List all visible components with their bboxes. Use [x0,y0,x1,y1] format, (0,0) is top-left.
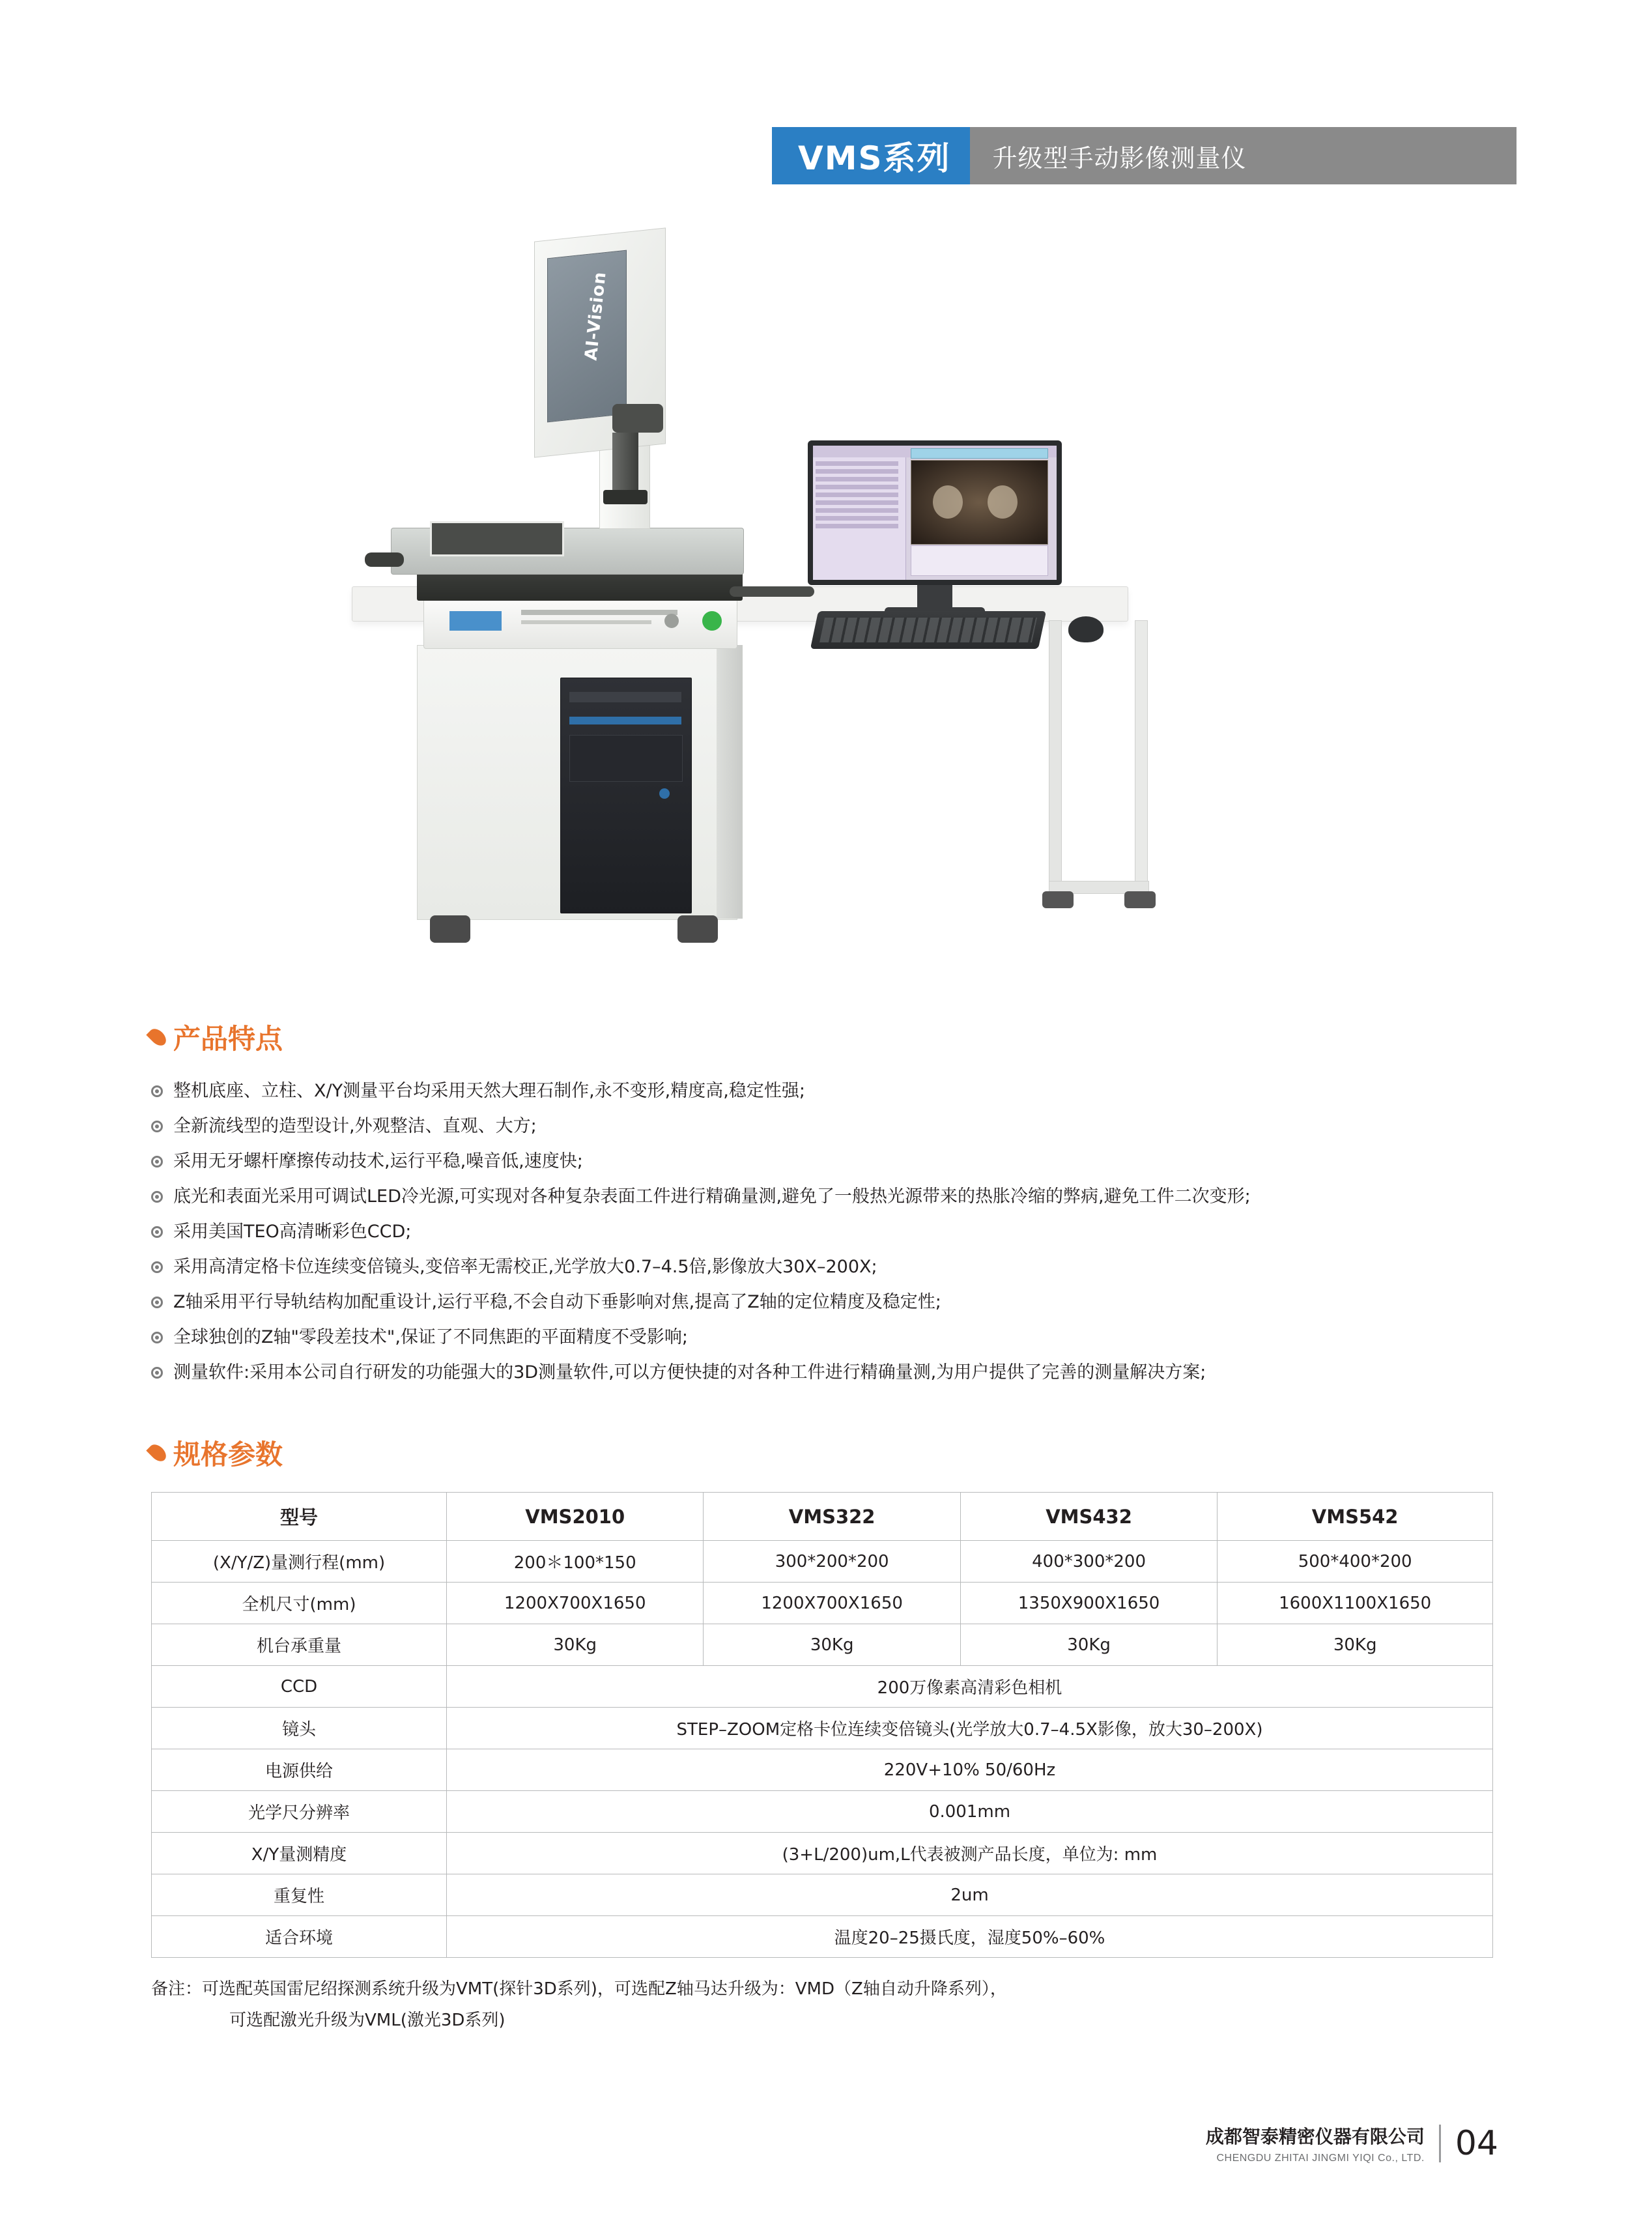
spec-heading-text: 规格参数 [173,1439,283,1470]
row-label: 全机尺寸(mm) [152,1583,447,1624]
xy-stage-handle-right [730,586,814,597]
mouse [1068,616,1104,642]
table-cell: 1600X1100X1650 [1218,1583,1493,1624]
pc-tower [560,678,692,913]
feature-text: 全球独创的Z轴"零段差技术",保证了不同焦距的平面精度不受影响; [173,1327,689,1347]
table-cell: 30Kg [1218,1624,1493,1666]
row-label: 适合环境 [152,1916,447,1958]
software-results-panel [911,545,1048,576]
column-header: VMS542 [1218,1493,1493,1541]
desk-foot-right [1124,891,1156,908]
machine-base-text-line2 [521,620,651,624]
table-cell: 1200X700X1650 [704,1583,960,1624]
row-label: X/Y量测精度 [152,1833,447,1874]
spec-note-line2: 可选配激光升级为VML(激光3D系列) [229,2011,506,2030]
column-header: VMS2010 [447,1493,704,1541]
bullet-icon [151,1332,163,1343]
machine-gray-button-icon [664,614,679,628]
row-label: 镜头 [152,1708,447,1749]
company-name-cn: 成都智泰精密仪器有限公司 [1205,2126,1425,2147]
footer-divider [1439,2125,1441,2162]
table-cell: 200万像素高清彩色相机 [447,1666,1493,1708]
features-list [151,1074,1539,1390]
bullet-icon [151,1261,163,1273]
table-row [152,1666,1493,1708]
list-item [816,508,898,513]
pc-drive-bay [569,692,681,702]
machine-cabinet-side [717,645,743,919]
header-banner [772,127,1517,184]
table-cell: 0.001mm [447,1791,1493,1833]
machine-brand-plate [449,611,502,631]
bullet-icon [151,1226,163,1238]
row-label: CCD [152,1666,447,1708]
column-header: VMS322 [704,1493,960,1541]
list-item [151,1074,1539,1109]
machine-green-button-icon [702,611,722,631]
bullet-icon [151,1085,163,1097]
table-cell: STEP–ZOOM定格卡位连续变倍镜头(光学放大0.7–4.5X影像，放大30–200X) [447,1708,1493,1749]
table-cell: 30Kg [960,1624,1217,1666]
page-footer [1206,2123,1498,2164]
droplet-icon [146,1441,169,1464]
pc-front-strip [569,717,681,724]
column-header: 型号 [152,1493,447,1541]
list-item [816,516,898,521]
bullet-icon [151,1156,163,1168]
list-item [151,1179,1539,1214]
row-label: 电源供给 [152,1749,447,1791]
series-title: VMS系列 [772,127,970,184]
machine-brand-label: AI-Vision [581,270,610,362]
series-subtitle: 升级型手动影像测量仪 [970,127,1517,184]
xy-stage-handle-left [365,552,404,567]
row-label: 机台承重量 [152,1624,447,1666]
table-cell: 220V+10% 50/60Hz [447,1749,1493,1791]
list-item [816,500,898,505]
row-label: (X/Y/Z)量测行程(mm) [152,1541,447,1583]
xy-stage-workpiece-area [430,521,564,556]
spec-heading [151,1433,1539,1472]
feature-text: 全新流线型的造型设计,外观整洁、直观、大方; [173,1116,537,1136]
list-item [151,1214,1539,1250]
monitor-stand [917,585,952,610]
list-item [151,1250,1539,1285]
desk-leg-right [1135,620,1148,902]
table-row [152,1874,1493,1916]
table-row [152,1624,1493,1666]
table-cell: 1200X700X1650 [447,1583,704,1624]
row-label: 光学尺分辨率 [152,1791,447,1833]
monitor [808,440,1062,585]
bullet-icon [151,1191,163,1203]
table-cell: 500*400*200 [1218,1541,1493,1583]
row-label: 重复性 [152,1874,447,1916]
feature-text: Z轴采用平行导轨结构加配重设计,运行平稳,不会自动下垂影响对焦,提高了Z轴的定位精度及稳定性; [173,1292,941,1312]
feature-text: 采用美国TEO高清晰彩色CCD; [173,1222,412,1242]
table-row [152,1583,1493,1624]
list-item [151,1285,1539,1320]
table-header-row [152,1493,1493,1541]
lens-ring [603,490,648,504]
company-name-en: CHENGDU ZHITAI JINGMI YIQI Co., LTD. [1216,2153,1425,2164]
list-item [816,461,898,466]
list-item [151,1144,1539,1179]
cabinet-foot-right [677,915,718,943]
spec-note [151,1973,1539,2036]
table-cell: 30Kg [704,1624,960,1666]
list-item [151,1320,1539,1355]
specifications-section [151,1433,1539,2036]
feature-text: 测量软件:采用本公司自行研发的功能强大的3D测量软件,可以方便快捷的对各种工件进行精确量测,为用户提供了完善的测量解决方案; [173,1362,1206,1383]
table-row [152,1541,1493,1583]
table-cell: 温度20–25摄氏度，湿度50%–60% [447,1916,1493,1958]
list-item [816,477,898,481]
bullet-icon [151,1367,163,1379]
feature-text: 底光和表面光采用可调试LED冷光源,可实现对各种复杂表面工件进行精确量测,避免了一般热光源带来的热胀冷缩的弊病,避免工件二次变形; [173,1186,1251,1207]
software-measurement-image [911,460,1048,545]
table-row [152,1749,1493,1791]
list-item [816,469,898,474]
desk-foot-left [1042,891,1074,908]
feature-text: 采用高清定格卡位连续变倍镜头,变倍率无需校正,光学放大0.7–4.5倍,影像放大30X–200X; [173,1257,877,1277]
page-number: 04 [1455,2124,1498,2163]
droplet-icon [146,1025,169,1048]
software-status-bar [911,448,1048,459]
features-section [151,1018,1539,1390]
features-heading [151,1018,1539,1057]
bullet-icon [151,1121,163,1132]
feature-text: 整机底座、立柱、X/Y测量平台均采用天然大理石制作,永不变形,精度高,稳定性强; [173,1081,805,1101]
table-cell: 1350X900X1650 [960,1583,1217,1624]
bullet-icon [151,1297,163,1308]
table-cell: 300*200*200 [704,1541,960,1583]
focus-knob-icon [612,404,663,433]
table-cell: 2um [447,1874,1493,1916]
monitor-screen [813,446,1057,580]
table-row [152,1791,1493,1833]
list-item [816,524,898,528]
spec-note-line1: 备注：可选配英国雷尼绍探测系统升级为VMT(探针3D系列)，可选配Z轴马达升级为：VMD（Z轴自动升降系列）， [151,1979,1007,1999]
footer-company [1206,2123,1425,2164]
desk-leg-left [1049,620,1062,902]
features-heading-text: 产品特点 [173,1023,283,1055]
table-cell: 30Kg [447,1624,704,1666]
machine-base-text-line1 [521,610,677,615]
feature-text: 采用无牙螺杆摩擦传动技术,运行平稳,噪音低,速度快; [173,1151,583,1171]
table-row [152,1833,1493,1874]
list-item [151,1109,1539,1144]
table-row [152,1916,1493,1958]
list-item [816,493,898,497]
column-header: VMS432 [960,1493,1217,1541]
spec-table [151,1492,1493,1958]
software-data-list [816,461,898,555]
keyboard-keys [819,618,1037,642]
pc-front-panel [569,735,683,782]
table-cell: 200＊100*150 [447,1541,704,1583]
list-item [151,1355,1539,1390]
table-row [152,1708,1493,1749]
table-cell: 400*300*200 [960,1541,1217,1583]
list-item [816,485,898,489]
pc-power-button-icon [659,788,670,799]
cabinet-foot-left [430,915,470,943]
table-cell: (3+L/200)um,L代表被测产品长度，单位为: mm [447,1833,1493,1874]
